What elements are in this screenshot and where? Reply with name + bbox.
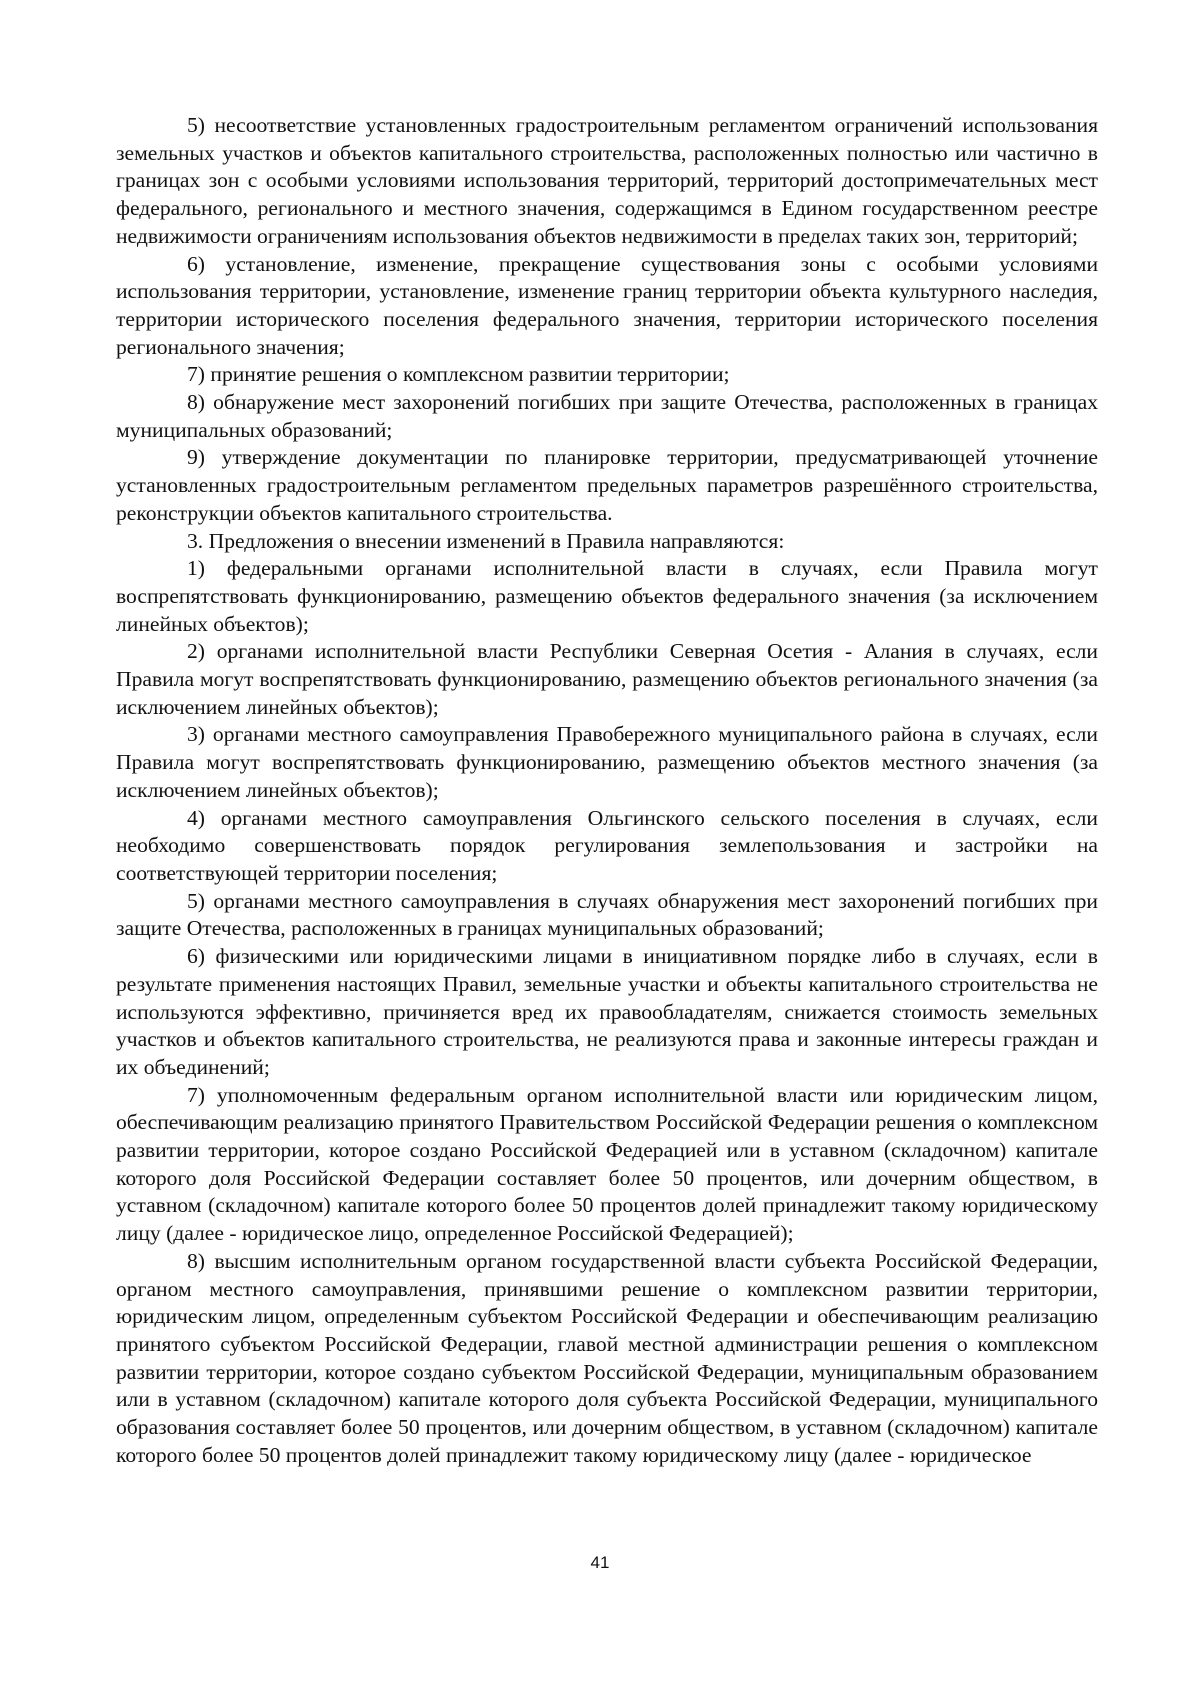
paragraph-item-2-republic-bodies: 2) органами исполнительной власти Республики Северная Осетия - Алания в случаях, если Правила могут воспрепятствовать функционированию, размещению объектов регионального значения (за исключением линейных объектов); xyxy=(116,639,1098,719)
paragraph-item-7-complex-development: 7) принятие решения о комплексном развитии территории; xyxy=(187,362,730,387)
paragraph-item-9-planning-documentation: 9) утверждение документации по планировке территории, предусматривающей уточнение установленных градостроительным регламентом предельных параметров разрешённого строительства, реконструкции объектов капитального строительства. xyxy=(116,445,1098,525)
paragraph-item-5-burial-sites-bodies: 5) органами местного самоуправления в случаях обнаружения мест захоронений погибших при защите Отечества, расположенных в границах муниципальных образований; xyxy=(116,888,1098,941)
paragraph-section-3-proposals: 3. Предложения о внесении изменений в Правила направляются: xyxy=(187,528,785,553)
paragraph-item-6-individuals-legal-entities: 6) физическими или юридическими лицами в инициативном порядке либо в случаях, если в результате применения настоящих Правил, земельные участки и объекты капитального строительства не используются эффективно, причиняется вред их правообладателям, снижается стоимость земельных участков и объектов капитального строительства, не реализуются права и законные интересы граждан и их объединений; xyxy=(116,944,1098,1079)
paragraph-item-8-regional-executive-body: 8) высшим исполнительным органом государственной власти субъекта Российской Федерации, органом местного самоуправления, принявшими решение о комплексном развитии территории, юридическим лицом, определенным субъектом Российской Федерации и обеспечивающим реализацию принятого субъектом Российской Федерации, главой местной администрации решения о комплексном развитии территории, которое создано субъектом Российской Федерации, муниципальным образованием или в уставном (складочном) капитале которого доля субъекта Российской Федерации, муниципального образования составляет более 50 процентов, или дочерним обществом, в уставном (складочном) капитале которого более 50 процентов долей принадлежит такому юридическому лицу (далее - юридическое xyxy=(116,1248,1098,1467)
paragraph-item-8-burial-sites: 8) обнаружение мест захоронений погибших при защите Отечества, расположенных в границах муниципальных образований; xyxy=(116,390,1098,442)
paragraph-item-4-settlement-self-government: 4) органами местного самоуправления Ольгинского сельского поселения в случаях, если необходимо совершенствовать порядок регулирования землепользования и застройки на соответствующей территории поселения; xyxy=(116,805,1098,885)
paragraph-item-3-district-self-government: 3) органами местного самоуправления Правобережного муниципального района в случаях, если Правила могут воспрепятствовать функционированию, размещению объектов местного значения (за исключением линейных объектов); xyxy=(116,722,1098,802)
paragraph-item-1-federal-bodies: 1) федеральными органами исполнительной власти в случаях, если Правила могут воспрепятствовать функционированию, размещению объектов федерального значения (за исключением линейных объектов); xyxy=(116,556,1098,636)
page-number: 41 xyxy=(590,1553,610,1572)
paragraph-item-7-federal-authorized-body: 7) уполномоченным федеральным органом исполнительной власти или юридическим лицом, обеспечивающим реализацию принятого Правительством Российской Федерации решения о комплексном развитии территории, которое создано Российской Федерацией или в уставном (складочном) капитале которого доля Российской Федерации составляет более 50 процентов, или дочерним обществом, в уставном (складочном) капитале которого более 50 процентов долей принадлежит такому юридическому лицу (далее - юридическое лицо, определенное Российской Федерацией); xyxy=(116,1082,1098,1246)
paragraph-item-5-mismatch-restrictions: 5) несоответствие установленных градостроительным регламентом ограничений использования земельных участков и объектов капитального строительства, расположенных полностью или частично в границах зон с особыми условиями использования территорий, территорий достопримечательных мест федерального, регионального и местного значения, содержащимся в Едином государственном реестре недвижимости ограничениям использования объектов недвижимости в пределах таких зон, территорий; xyxy=(116,113,1098,248)
paragraph-item-6-special-zones: 6) установление, изменение, прекращение существования зоны с особыми условиями использования территории, установление, изменение границ территории объекта культурного наследия, территории исторического поселения федерального значения, территории исторического поселения регионального значения; xyxy=(116,251,1098,359)
document-body xyxy=(116,112,1098,1469)
